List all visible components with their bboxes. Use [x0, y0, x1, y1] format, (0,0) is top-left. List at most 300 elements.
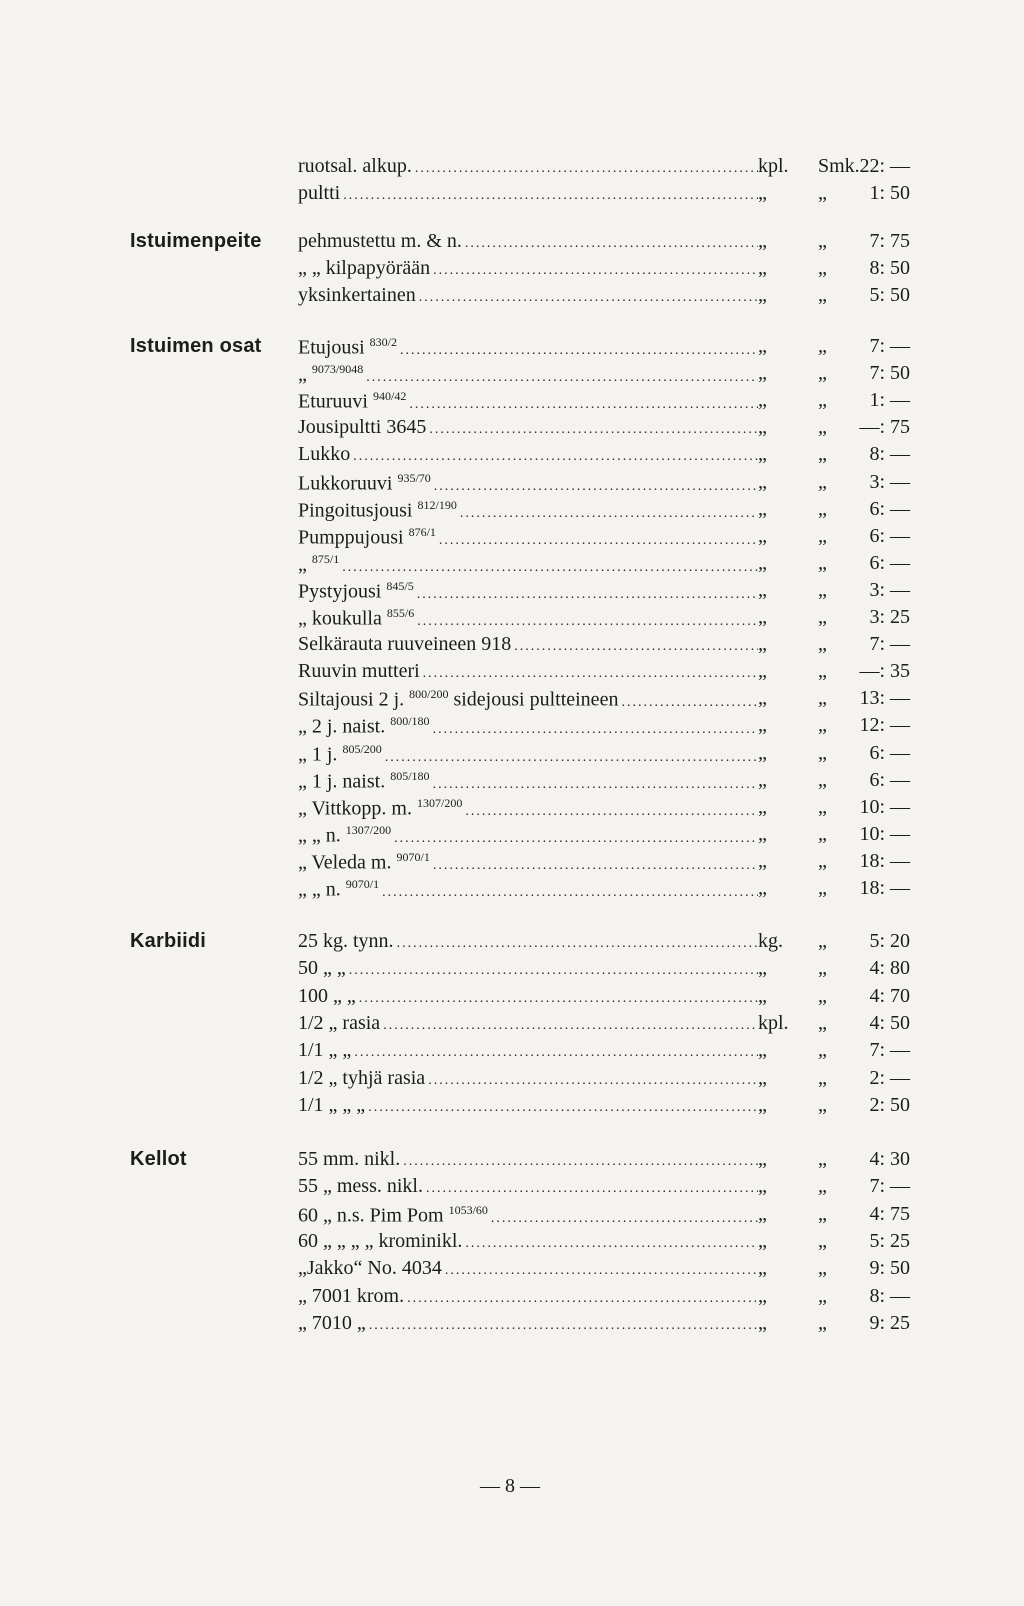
- price-value: 6: —: [869, 498, 910, 520]
- price-row: [0, 606, 1024, 634]
- item-name: „ 1 j. naist.: [298, 770, 386, 793]
- leader-dots: [445, 1263, 758, 1279]
- price-row: [0, 714, 1024, 742]
- leader-dots: [369, 1318, 758, 1334]
- leader-dots: [426, 1181, 758, 1197]
- item-description: [298, 957, 758, 980]
- price-row: [0, 1230, 1024, 1258]
- page-number: — 8 —: [480, 1475, 540, 1497]
- currency-column: „: [818, 443, 827, 465]
- item-code: 812/190: [417, 498, 457, 512]
- currency-column: „: [818, 796, 827, 818]
- item-description: [298, 362, 758, 387]
- section-label: Istuimenpeite: [130, 230, 262, 252]
- leader-dots: [407, 1291, 758, 1307]
- item-name: Eturuuvi: [298, 390, 368, 413]
- currency-column: „: [818, 1148, 827, 1170]
- currency-column: „: [818, 416, 827, 438]
- price-row: [0, 230, 1024, 258]
- item-description: [298, 877, 758, 902]
- currency-column: „: [818, 930, 827, 952]
- unit-column: „: [758, 335, 767, 357]
- unit-column: „: [758, 230, 767, 252]
- item-name: „ Veleda m.: [298, 851, 392, 874]
- leader-dots: [349, 963, 758, 979]
- leader-dots: [465, 804, 758, 820]
- item-name: „ „ kilpapyörään: [298, 257, 431, 279]
- leader-dots: [429, 422, 758, 438]
- unit-column: „: [758, 714, 767, 736]
- item-description: [298, 498, 758, 523]
- unit-column: „: [758, 1203, 767, 1225]
- currency-column: „: [818, 1039, 827, 1061]
- unit-column: „: [758, 1175, 767, 1197]
- item-name: 60 „ „ „ „ krominikl.: [298, 1230, 463, 1252]
- item-name: Lukko: [298, 443, 351, 465]
- unit-column: „: [758, 1148, 767, 1170]
- price-value: 7: —: [869, 1175, 910, 1197]
- unit-column: „: [758, 985, 767, 1007]
- price-value: 4: 70: [869, 985, 910, 1007]
- item-description: [298, 1067, 758, 1090]
- leader-dots: [366, 370, 758, 386]
- price-value: —: 75: [859, 416, 910, 438]
- currency-column: „: [818, 957, 827, 979]
- currency-column: Smk.: [818, 155, 860, 177]
- price-row: [0, 1148, 1024, 1176]
- price-row: [0, 1257, 1024, 1285]
- currency-column: „: [818, 769, 827, 791]
- leader-dots: [434, 479, 758, 495]
- price-value: 6: —: [869, 525, 910, 547]
- item-description: [298, 985, 758, 1008]
- currency-column: „: [818, 633, 827, 655]
- item-description: [298, 769, 758, 794]
- item-name: yksinkertainen: [298, 284, 416, 306]
- item-description: [298, 1203, 758, 1228]
- item-code: 876/1: [408, 525, 436, 539]
- price-value: 6: —: [869, 742, 910, 764]
- currency-column: „: [818, 850, 827, 872]
- item-name: Siltajousi 2 j.: [298, 688, 405, 711]
- price-value: 22: —: [859, 155, 910, 177]
- price-value: 12: —: [859, 714, 910, 736]
- price-value: —: 35: [859, 660, 910, 682]
- leader-dots: [621, 695, 758, 711]
- leader-dots: [359, 991, 758, 1007]
- item-name: „ Vittkopp. m.: [298, 797, 412, 820]
- unit-column: kg.: [758, 930, 783, 952]
- price-row: [0, 823, 1024, 851]
- item-name: 25 kg. tynn.: [298, 930, 394, 952]
- price-value: 4: 80: [869, 957, 910, 979]
- price-value: 8: —: [869, 1285, 910, 1307]
- currency-column: „: [818, 182, 827, 204]
- item-code: 935/70: [397, 471, 431, 485]
- currency-column: „: [818, 823, 827, 845]
- currency-column: „: [818, 1203, 827, 1225]
- price-value: 2: 50: [869, 1094, 910, 1116]
- currency-column: „: [818, 1067, 827, 1089]
- unit-column: „: [758, 823, 767, 845]
- item-description: [298, 230, 758, 253]
- currency-column: „: [818, 284, 827, 306]
- currency-column: „: [818, 471, 827, 493]
- item-description: [298, 155, 758, 178]
- price-value: 7: —: [869, 633, 910, 655]
- price-row: [0, 498, 1024, 526]
- currency-column: „: [818, 362, 827, 384]
- unit-column: „: [758, 633, 767, 655]
- currency-column: „: [818, 660, 827, 682]
- price-row: [0, 579, 1024, 607]
- price-row: [0, 985, 1024, 1013]
- item-name: Ruuvin mutteri: [298, 660, 420, 682]
- item-name: 1/2 „ tyhjä rasia: [298, 1067, 426, 1089]
- item-name: „ „ n.: [298, 824, 341, 847]
- price-row: [0, 1285, 1024, 1313]
- price-row: [0, 742, 1024, 770]
- currency-column: „: [818, 1257, 827, 1279]
- item-name: Lukkoruuvi: [298, 472, 393, 495]
- item-description: [298, 742, 758, 767]
- item-code: 830/2: [369, 335, 398, 349]
- price-value: 1: —: [869, 389, 910, 411]
- item-name: 60 „ n.s. Pim Pom: [298, 1204, 444, 1227]
- leader-dots: [400, 343, 758, 359]
- leader-dots: [368, 1100, 758, 1116]
- item-name: pultti: [298, 182, 341, 204]
- price-value: 4: 50: [869, 1012, 910, 1034]
- item-name: 55 „ mess. nikl.: [298, 1175, 423, 1197]
- price-row: [0, 633, 1024, 661]
- item-name-tail: sidejousi pultteineen: [448, 688, 619, 711]
- leader-dots: [383, 1018, 758, 1034]
- leader-dots: [409, 397, 758, 413]
- unit-column: „: [758, 796, 767, 818]
- item-name: Pingoitusjousi: [298, 499, 413, 522]
- price-value: 3: —: [869, 471, 910, 493]
- item-code: 855/6: [386, 606, 415, 620]
- unit-column: kpl.: [758, 1012, 789, 1034]
- item-description: [298, 714, 758, 739]
- currency-column: „: [818, 498, 827, 520]
- item-description: [298, 443, 758, 466]
- price-value: 18: —: [859, 877, 910, 899]
- currency-column: „: [818, 257, 827, 279]
- item-code: 805/200: [342, 742, 382, 756]
- item-code: 1053/60: [448, 1203, 488, 1217]
- price-value: 4: 75: [869, 1203, 910, 1225]
- unit-column: „: [758, 525, 767, 547]
- item-description: [298, 335, 758, 360]
- price-row: [0, 525, 1024, 553]
- item-code: 9070/1: [345, 877, 380, 891]
- section-label: Karbiidi: [130, 930, 207, 952]
- price-value: 4: 30: [869, 1148, 910, 1170]
- unit-column: „: [758, 182, 767, 204]
- currency-column: „: [818, 1094, 827, 1116]
- price-row: [0, 877, 1024, 905]
- item-name: 100 „ „: [298, 985, 356, 1007]
- price-value: 3: —: [869, 579, 910, 601]
- item-name: 55 mm. nikl.: [298, 1148, 401, 1170]
- price-value: 6: —: [869, 769, 910, 791]
- currency-column: „: [818, 1230, 827, 1252]
- currency-column: „: [818, 1012, 827, 1034]
- unit-column: „: [758, 579, 767, 601]
- price-row: [0, 1094, 1024, 1122]
- item-description: [298, 471, 758, 496]
- leader-dots: [465, 1236, 758, 1252]
- unit-column: „: [758, 1257, 767, 1279]
- leader-dots: [353, 449, 758, 465]
- unit-column: „: [758, 284, 767, 306]
- item-name: „ 1 j.: [298, 743, 338, 766]
- unit-column: „: [758, 957, 767, 979]
- item-code: 9070/1: [396, 850, 430, 864]
- item-name: pehmustettu m. & n.: [298, 230, 462, 252]
- leader-dots: [343, 188, 758, 204]
- price-row: [0, 552, 1024, 580]
- item-name: Jousipultti 3645: [298, 416, 427, 438]
- currency-column: „: [818, 1312, 827, 1334]
- price-value: 13: —: [859, 687, 910, 709]
- leader-dots: [382, 885, 758, 901]
- leader-dots: [417, 614, 758, 630]
- leader-dots: [403, 1154, 758, 1170]
- item-code: 1307/200: [416, 796, 463, 810]
- unit-column: „: [758, 1312, 767, 1334]
- price-value: 10: —: [859, 796, 910, 818]
- price-row: [0, 1312, 1024, 1340]
- price-row: [0, 957, 1024, 985]
- item-name: „: [298, 553, 307, 576]
- item-description: [298, 1039, 758, 1062]
- unit-column: „: [758, 257, 767, 279]
- item-description: [298, 687, 758, 712]
- price-value: 1: 50: [869, 182, 910, 204]
- price-row: [0, 1012, 1024, 1040]
- price-row: [0, 416, 1024, 444]
- price-value: 7: 50: [869, 362, 910, 384]
- item-code: 800/180: [390, 714, 430, 728]
- item-code: 1307/200: [345, 823, 392, 837]
- item-name: ruotsal. alkup.: [298, 155, 412, 177]
- leader-dots: [460, 506, 758, 522]
- item-code: 875/1: [311, 552, 340, 566]
- unit-column: „: [758, 742, 767, 764]
- price-value: 9: 50: [869, 1257, 910, 1279]
- item-code: 800/200: [409, 687, 449, 701]
- price-row: [0, 389, 1024, 417]
- unit-column: „: [758, 471, 767, 493]
- price-value: 10: —: [859, 823, 910, 845]
- item-description: [298, 1175, 758, 1198]
- leader-dots: [394, 831, 758, 847]
- unit-column: „: [758, 443, 767, 465]
- item-description: [298, 1148, 758, 1171]
- price-row: [0, 1203, 1024, 1231]
- price-row: [0, 443, 1024, 471]
- price-row: [0, 471, 1024, 499]
- price-row: [0, 1175, 1024, 1203]
- price-value: 9: 25: [869, 1312, 910, 1334]
- item-code: 805/180: [390, 769, 430, 783]
- unit-column: „: [758, 1094, 767, 1116]
- price-row: [0, 284, 1024, 312]
- unit-column: kpl.: [758, 155, 789, 177]
- item-name: Etujousi: [298, 336, 365, 359]
- leader-dots: [514, 639, 758, 655]
- price-value: 5: 25: [869, 1230, 910, 1252]
- price-row: [0, 362, 1024, 390]
- price-value: 18: —: [859, 850, 910, 872]
- currency-column: „: [818, 606, 827, 628]
- leader-dots: [419, 290, 758, 306]
- price-row: [0, 182, 1024, 210]
- leader-dots: [354, 1045, 758, 1061]
- unit-column: „: [758, 769, 767, 791]
- price-row: [0, 796, 1024, 824]
- item-name: „Jakko“ No. 4034: [298, 1257, 442, 1279]
- leader-dots: [423, 666, 758, 682]
- item-code: 845/5: [386, 579, 414, 593]
- price-row: [0, 769, 1024, 797]
- item-description: [298, 930, 758, 953]
- leader-dots: [433, 722, 758, 738]
- price-row: [0, 850, 1024, 878]
- item-description: [298, 1230, 758, 1253]
- section-label: Kellot: [130, 1148, 187, 1170]
- unit-column: „: [758, 687, 767, 709]
- leader-dots: [342, 560, 758, 576]
- unit-column: „: [758, 1067, 767, 1089]
- price-row: [0, 257, 1024, 285]
- leader-dots: [433, 858, 758, 874]
- currency-column: „: [818, 985, 827, 1007]
- item-name: „ 7010 „: [298, 1312, 366, 1334]
- leader-dots: [428, 1073, 758, 1089]
- item-description: [298, 660, 758, 683]
- item-description: [298, 1312, 758, 1335]
- unit-column: „: [758, 877, 767, 899]
- price-value: 8: —: [869, 443, 910, 465]
- item-code: 940/42: [373, 389, 407, 403]
- item-name: 50 „ „: [298, 957, 346, 979]
- item-description: [298, 1285, 758, 1308]
- currency-column: „: [818, 552, 827, 574]
- currency-column: „: [818, 714, 827, 736]
- item-description: [298, 182, 758, 205]
- unit-column: „: [758, 552, 767, 574]
- currency-column: „: [818, 687, 827, 709]
- item-description: [298, 850, 758, 875]
- item-description: [298, 1012, 758, 1035]
- item-name: 1/1 „ „ „: [298, 1094, 366, 1116]
- price-row: [0, 1039, 1024, 1067]
- item-description: [298, 796, 758, 821]
- unit-column: „: [758, 1285, 767, 1307]
- price-value: 7: —: [869, 1039, 910, 1061]
- price-value: 2: —: [869, 1067, 910, 1089]
- price-row: [0, 687, 1024, 715]
- price-row: [0, 1067, 1024, 1095]
- unit-column: „: [758, 1039, 767, 1061]
- leader-dots: [433, 263, 758, 279]
- item-description: [298, 823, 758, 848]
- price-value: 3: 25: [869, 606, 910, 628]
- item-description: [298, 1094, 758, 1117]
- leader-dots: [491, 1211, 758, 1227]
- currency-column: „: [818, 1285, 827, 1307]
- item-name: Pumppujousi: [298, 526, 404, 549]
- unit-column: „: [758, 850, 767, 872]
- leader-dots: [465, 236, 758, 252]
- currency-column: „: [818, 525, 827, 547]
- item-description: [298, 633, 758, 656]
- price-value: 7: 75: [869, 230, 910, 252]
- unit-column: „: [758, 606, 767, 628]
- item-description: [298, 416, 758, 439]
- currency-column: „: [818, 1175, 827, 1197]
- item-name: „ 7001 krom.: [298, 1285, 405, 1307]
- item-name: Pystyjousi: [298, 580, 382, 603]
- currency-column: „: [818, 389, 827, 411]
- price-row: [0, 660, 1024, 688]
- currency-column: „: [818, 877, 827, 899]
- section-label: Istuimen osat: [130, 335, 262, 357]
- leader-dots: [439, 533, 758, 549]
- item-code: 9073/9048: [311, 362, 364, 376]
- price-row: [0, 335, 1024, 363]
- currency-column: „: [818, 230, 827, 252]
- price-row: [0, 155, 1024, 183]
- item-name: „ „ n.: [298, 878, 341, 901]
- price-value: 5: 50: [869, 284, 910, 306]
- item-name: „ 2 j. naist.: [298, 715, 386, 738]
- leader-dots: [385, 750, 758, 766]
- item-name: 1/2 „ rasia: [298, 1012, 381, 1034]
- item-name: „ koukulla: [298, 607, 382, 630]
- price-row: [0, 930, 1024, 958]
- price-value: 8: 50: [869, 257, 910, 279]
- currency-column: „: [818, 579, 827, 601]
- item-description: [298, 525, 758, 550]
- item-description: [298, 579, 758, 604]
- currency-column: „: [818, 742, 827, 764]
- price-value: 5: 20: [869, 930, 910, 952]
- unit-column: „: [758, 1230, 767, 1252]
- item-name: 1/1 „ „: [298, 1039, 352, 1061]
- price-value: 7: —: [869, 335, 910, 357]
- leader-dots: [415, 161, 758, 177]
- item-name: „: [298, 363, 307, 386]
- item-name: Selkärauta ruuveineen 918: [298, 633, 512, 655]
- currency-column: „: [818, 335, 827, 357]
- unit-column: „: [758, 416, 767, 438]
- unit-column: „: [758, 660, 767, 682]
- item-description: [298, 552, 758, 577]
- unit-column: „: [758, 362, 767, 384]
- unit-column: „: [758, 389, 767, 411]
- price-value: 6: —: [869, 552, 910, 574]
- item-description: [298, 1257, 758, 1280]
- leader-dots: [417, 587, 758, 603]
- leader-dots: [397, 936, 758, 952]
- item-description: [298, 257, 758, 280]
- item-description: [298, 389, 758, 414]
